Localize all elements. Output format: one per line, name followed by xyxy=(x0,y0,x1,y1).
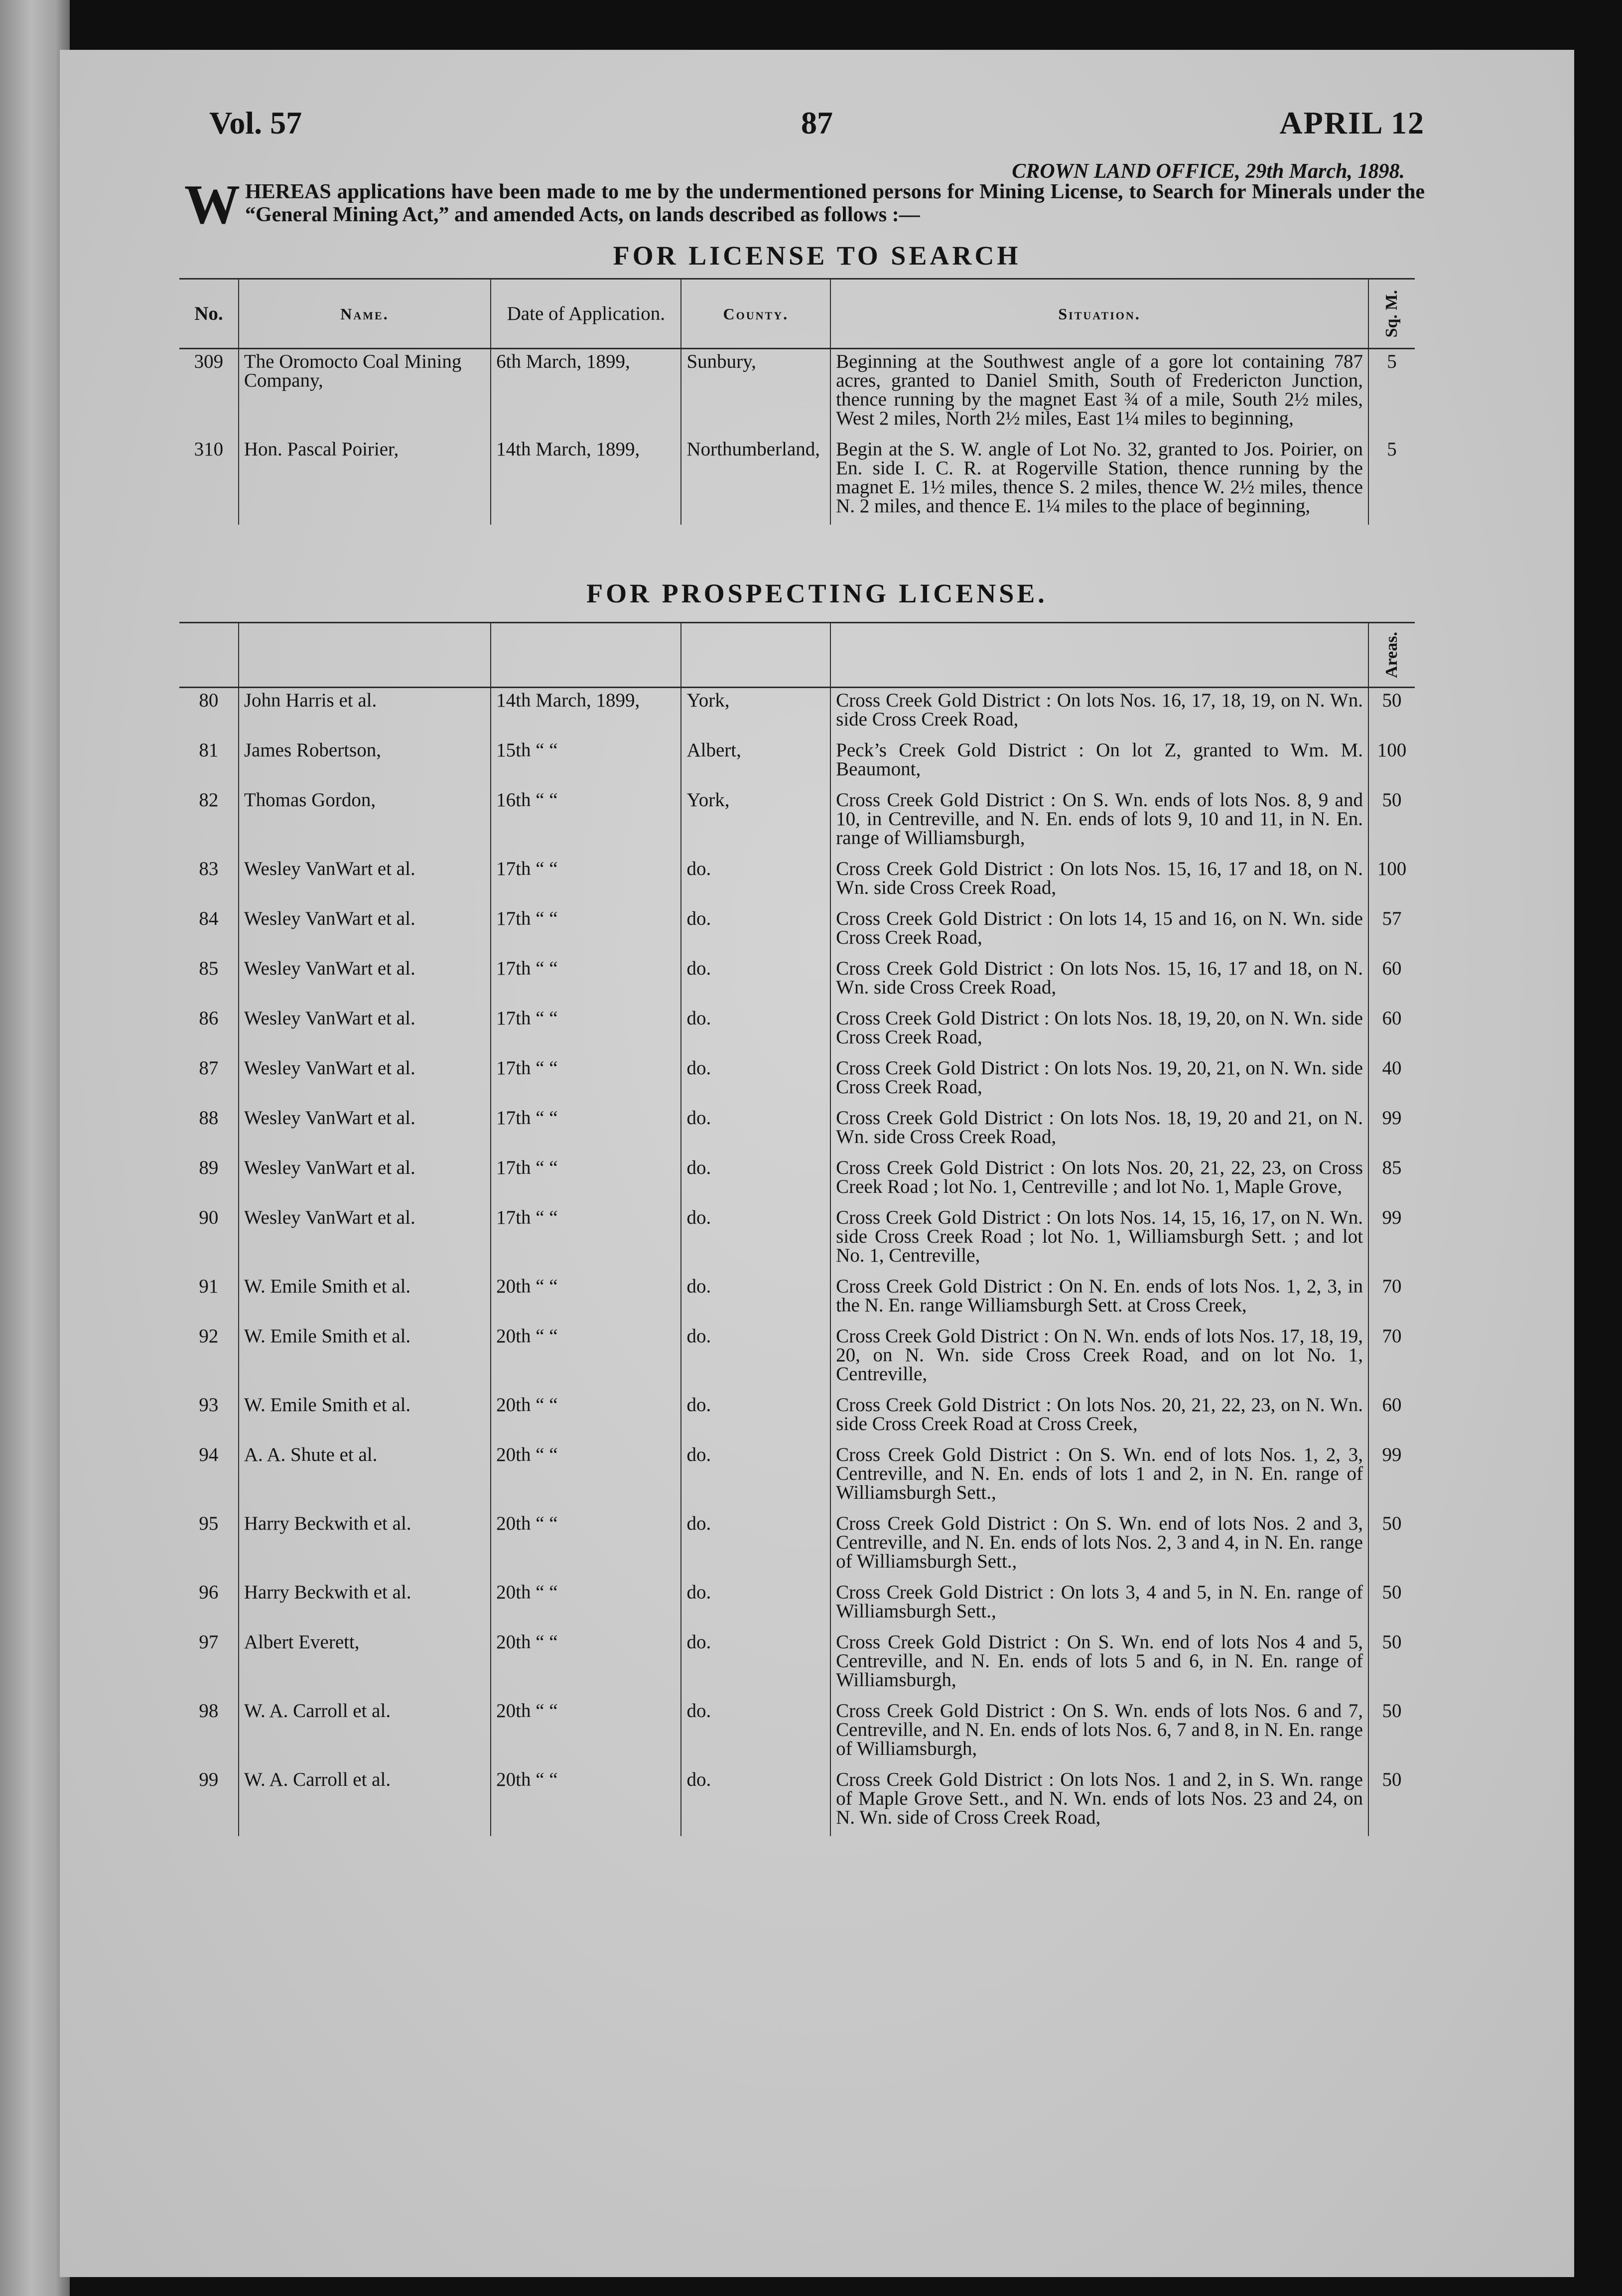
header-areas: Areas. xyxy=(1368,623,1415,688)
entry-number: 84 xyxy=(199,908,219,929)
book-spine xyxy=(0,0,70,2296)
county-name: do. xyxy=(681,1580,830,1630)
entry-number: 99 xyxy=(199,1769,219,1790)
area-value: 99 xyxy=(1368,1106,1415,1155)
header-date-blank xyxy=(491,623,681,688)
area-value: 50 xyxy=(1368,688,1415,738)
applicant-name: Wesley VanWart et al. xyxy=(239,906,491,956)
applicant-name: Wesley VanWart et al. xyxy=(239,857,491,906)
county-name: do. xyxy=(681,1630,830,1699)
table-row xyxy=(179,906,1415,956)
office-dateline: CROWN LAND OFFICE, 29th March, 1898. xyxy=(1012,160,1405,183)
table-row xyxy=(179,1205,1415,1274)
situation-text: Cross Creek Gold District : On lots Nos. 19, 20, 21, on N. Wn. side Cross Creek Road, xyxy=(830,1056,1368,1106)
situation-text: Cross Creek Gold District : On lots 3, 4 and 5, in N. En. range of Williamsburgh Sett., xyxy=(830,1580,1368,1630)
header-situation-blank xyxy=(830,623,1368,688)
entry-number: 86 xyxy=(199,1007,219,1029)
table-row xyxy=(179,857,1415,906)
entry-number: 81 xyxy=(199,739,219,761)
applicant-name: W. A. Carroll et al. xyxy=(239,1699,491,1767)
table-row xyxy=(179,1056,1415,1106)
situation-text: Cross Creek Gold District : On lots Nos. 15, 16, 17 and 18, on N. Wn. side Cross Creek Road, xyxy=(830,956,1368,1006)
entry-number: 80 xyxy=(199,690,219,711)
table-row xyxy=(179,788,1415,857)
notice-intro-text: HEREAS applications have been made to me by the undermentioned persons for Mining License, to Search for Minerals under the “General Mining Act,” and amended Acts, on lands described as follows :— xyxy=(245,180,1425,226)
entry-number: 83 xyxy=(199,858,219,879)
applicant-name: Wesley VanWart et al. xyxy=(239,1106,491,1155)
entry-number: 310 xyxy=(194,438,224,460)
running-head xyxy=(209,105,1425,164)
table-row xyxy=(179,1580,1415,1630)
county-name: do. xyxy=(681,1274,830,1324)
applicant-name: John Harris et al. xyxy=(239,688,491,738)
situation-text: Cross Creek Gold District : On lots Nos. 14, 15, 16, 17, on N. Wn. side Cross Creek Road ; lot No. 1, Williamsburgh Sett. ; and lot No. 1, Centreville, xyxy=(830,1205,1368,1274)
county-name: York, xyxy=(681,688,830,738)
situation-text: Cross Creek Gold District : On lots Nos. 1 and 2, in S. Wn. range of Maple Grove Sett., and N. Wn. ends of lots Nos. 23 and 24, on N. Wn. side of Cross Creek Road, xyxy=(830,1767,1368,1836)
applicant-name: W. A. Carroll et al. xyxy=(239,1767,491,1836)
entry-number: 98 xyxy=(199,1700,219,1722)
county-name: York, xyxy=(681,788,830,857)
table-row xyxy=(179,1699,1415,1767)
search-section-title: FOR LICENSE TO SEARCH xyxy=(613,241,1021,271)
applicant-name: W. Emile Smith et al. xyxy=(239,1324,491,1393)
area-value: 50 xyxy=(1368,1699,1415,1767)
area-value: 70 xyxy=(1368,1274,1415,1324)
applicant-name: Wesley VanWart et al. xyxy=(239,1155,491,1205)
entry-number: 95 xyxy=(199,1513,219,1534)
entry-number: 87 xyxy=(199,1057,219,1079)
applicant-name: Wesley VanWart et al. xyxy=(239,1205,491,1274)
area-value: 50 xyxy=(1368,1767,1415,1836)
applicant-name: A. A. Shute et al. xyxy=(239,1442,491,1511)
application-date: 14th March, 1899, xyxy=(491,688,681,738)
header-sq-m: Sq. M. xyxy=(1368,279,1415,349)
area-value: 100 xyxy=(1368,738,1415,788)
table-row xyxy=(179,1106,1415,1155)
entry-number: 309 xyxy=(194,351,224,372)
notice-intro xyxy=(184,174,1425,236)
application-date: 15th “ “ xyxy=(491,738,681,788)
area-value: 50 xyxy=(1368,1580,1415,1630)
table-row xyxy=(179,1511,1415,1580)
table-row xyxy=(179,349,1415,437)
applicant-name: Harry Beckwith et al. xyxy=(239,1511,491,1580)
issue-date: APRIL 12 xyxy=(1279,105,1425,141)
situation-text: Cross Creek Gold District : On S. Wn. end of lots Nos. 1, 2, 3, Centreville, and N. En. ends of lots 1 and 2, in N. En. range of Williamsburgh Sett., xyxy=(830,1442,1368,1511)
application-date: 17th “ “ xyxy=(491,1205,681,1274)
applicant-name: W. Emile Smith et al. xyxy=(239,1274,491,1324)
entry-number: 85 xyxy=(199,958,219,979)
entry-number: 97 xyxy=(199,1631,219,1653)
applicant-name: W. Emile Smith et al. xyxy=(239,1393,491,1442)
situation-text: Cross Creek Gold District : On N. En. ends of lots Nos. 1, 2, 3, in the N. En. range Williamsburgh Sett. at Cross Creek, xyxy=(830,1274,1368,1324)
application-date: 20th “ “ xyxy=(491,1630,681,1699)
area-value: 57 xyxy=(1368,906,1415,956)
table-row xyxy=(179,738,1415,788)
county-name: do. xyxy=(681,956,830,1006)
header-situation: Situation. xyxy=(830,279,1368,349)
entry-number: 89 xyxy=(199,1157,219,1178)
area-value: 40 xyxy=(1368,1056,1415,1106)
application-date: 20th “ “ xyxy=(491,1699,681,1767)
table-row xyxy=(179,1274,1415,1324)
situation-text: Cross Creek Gold District : On lots Nos. 20, 21, 22, 23, on N. Wn. side Cross Creek Road at Cross Creek, xyxy=(830,1393,1368,1442)
table-row xyxy=(179,956,1415,1006)
county-name: do. xyxy=(681,1056,830,1106)
application-date: 17th “ “ xyxy=(491,1106,681,1155)
county-name: do. xyxy=(681,857,830,906)
application-date: 20th “ “ xyxy=(491,1442,681,1511)
entry-number: 93 xyxy=(199,1394,219,1416)
county-name: do. xyxy=(681,1699,830,1767)
table-row xyxy=(179,1393,1415,1442)
drop-cap: W xyxy=(184,174,240,236)
application-date: 17th “ “ xyxy=(491,1006,681,1056)
applicant-name: Thomas Gordon, xyxy=(239,788,491,857)
header-county: County. xyxy=(681,279,830,349)
entry-number: 90 xyxy=(199,1207,219,1228)
application-date: 20th “ “ xyxy=(491,1767,681,1836)
prospecting-license-table xyxy=(179,622,1415,1836)
application-date: 17th “ “ xyxy=(491,857,681,906)
application-date: 20th “ “ xyxy=(491,1511,681,1580)
table-row xyxy=(179,437,1415,525)
situation-text: Cross Creek Gold District : On S. Wn. ends of lots Nos. 6 and 7, Centreville, and N. En. ends of lots Nos. 6, 7 and 8, in N. En. range of Williamsburgh, xyxy=(830,1699,1368,1767)
table-row xyxy=(179,1442,1415,1511)
entry-number: 94 xyxy=(199,1444,219,1465)
county-name: do. xyxy=(681,1767,830,1836)
application-date: 17th “ “ xyxy=(491,906,681,956)
table-row xyxy=(179,1324,1415,1393)
situation-text: Cross Creek Gold District : On S. Wn. end of lots Nos. 2 and 3, Centreville, and N. En. ends of lots Nos. 2, 3 and 4, in N. En. range of Williamsburgh Sett., xyxy=(830,1511,1368,1580)
situation-text: Cross Creek Gold District : On lots Nos. 18, 19, 20, on N. Wn. side Cross Creek Road, xyxy=(830,1006,1368,1056)
area-value: 60 xyxy=(1368,1393,1415,1442)
table-row xyxy=(179,688,1415,738)
prospect-section-title: FOR PROSPECTING LICENSE. xyxy=(586,578,1048,608)
area-value: 50 xyxy=(1368,788,1415,857)
applicant-name: Hon. Pascal Poirier, xyxy=(239,437,491,525)
applicant-name: Albert Everett, xyxy=(239,1630,491,1699)
situation-text: Cross Creek Gold District : On S. Wn. end of lots Nos 4 and 5, Centreville, and N. En. ends of lots 5 and 6, in N. En. range of Williamsburgh, xyxy=(830,1630,1368,1699)
entry-number: 91 xyxy=(199,1276,219,1297)
county-name: do. xyxy=(681,1324,830,1393)
area-value: 60 xyxy=(1368,956,1415,1006)
application-date: 6th March, 1899, xyxy=(491,349,681,437)
applicant-name: Wesley VanWart et al. xyxy=(239,1006,491,1056)
county-name: do. xyxy=(681,1393,830,1442)
applicant-name: Wesley VanWart et al. xyxy=(239,956,491,1006)
county-name: do. xyxy=(681,906,830,956)
table-row xyxy=(179,1630,1415,1699)
area-value: 5 xyxy=(1368,437,1415,525)
situation-text: Beginning at the Southwest angle of a gore lot containing 787 acres, granted to Daniel Smith, South of Fredericton Junction, thence running by the magnet East ¾ of a mile, South 2½ miles, West 2 miles, North 2½ miles, East 1¼ miles to beginning, xyxy=(830,349,1368,437)
situation-text: Cross Creek Gold District : On S. Wn. ends of lots Nos. 8, 9 and 10, in Centreville, and N. En. ends of lots 9, 10 and 11, in N. En. range of Williamsburgh, xyxy=(830,788,1368,857)
table-row xyxy=(179,1767,1415,1836)
area-value: 70 xyxy=(1368,1324,1415,1393)
application-date: 20th “ “ xyxy=(491,1393,681,1442)
applicant-name: Wesley VanWart et al. xyxy=(239,1056,491,1106)
situation-text: Cross Creek Gold District : On lots Nos. 15, 16, 17 and 18, on N. Wn. side Cross Creek Road, xyxy=(830,857,1368,906)
area-value: 50 xyxy=(1368,1630,1415,1699)
county-name: do. xyxy=(681,1442,830,1511)
entry-number: 92 xyxy=(199,1325,219,1347)
header-date: Date of Application. xyxy=(491,279,681,349)
application-date: 17th “ “ xyxy=(491,1056,681,1106)
table-row xyxy=(179,1006,1415,1056)
application-date: 17th “ “ xyxy=(491,1155,681,1205)
header-no-blank xyxy=(179,623,239,688)
situation-text: Cross Creek Gold District : On N. Wn. ends of lots Nos. 17, 18, 19, 20, on N. Wn. side Cross Creek Road, and on lot No. 1, Centreville, xyxy=(830,1324,1368,1393)
entry-number: 88 xyxy=(199,1107,219,1129)
area-value: 99 xyxy=(1368,1205,1415,1274)
application-date: 20th “ “ xyxy=(491,1274,681,1324)
county-name: Albert, xyxy=(681,738,830,788)
gazette-page xyxy=(60,50,1574,2277)
applicant-name: James Robertson, xyxy=(239,738,491,788)
entry-number: 96 xyxy=(199,1581,219,1603)
applicant-name: The Oromocto Coal Mining Company, xyxy=(239,349,491,437)
page-number: 87 xyxy=(801,105,833,141)
situation-text: Begin at the S. W. angle of Lot No. 32, granted to Jos. Poirier, on En. side I. C. R. at Rogerville Station, thence running by the magnet E. 1½ miles, thence S. 2 miles, thence W. 2½ miles, thence N. 2 miles, and thence E. 1¼ miles to the place of beginning, xyxy=(830,437,1368,525)
application-date: 20th “ “ xyxy=(491,1324,681,1393)
header-county-blank xyxy=(681,623,830,688)
area-value: 5 xyxy=(1368,349,1415,437)
county-name: do. xyxy=(681,1511,830,1580)
application-date: 17th “ “ xyxy=(491,956,681,1006)
table-row xyxy=(179,1155,1415,1205)
situation-text: Cross Creek Gold District : On lots 14, 15 and 16, on N. Wn. side Cross Creek Road, xyxy=(830,906,1368,956)
county-name: do. xyxy=(681,1205,830,1274)
search-license-table xyxy=(179,278,1415,525)
county-name: do. xyxy=(681,1106,830,1155)
application-date: 14th March, 1899, xyxy=(491,437,681,525)
area-value: 100 xyxy=(1368,857,1415,906)
applicant-name: Harry Beckwith et al. xyxy=(239,1580,491,1630)
county-name: Sunbury, xyxy=(681,349,830,437)
header-name: Name. xyxy=(239,279,491,349)
application-date: 16th “ “ xyxy=(491,788,681,857)
situation-text: Cross Creek Gold District : On lots Nos. 20, 21, 22, 23, on Cross Creek Road ; lot No. 1, Centreville ; and lot No. 1, Maple Grove, xyxy=(830,1155,1368,1205)
situation-text: Cross Creek Gold District : On lots Nos. 16, 17, 18, 19, on N. Wn. side Cross Creek Road, xyxy=(830,688,1368,738)
header-name-blank xyxy=(239,623,491,688)
area-value: 99 xyxy=(1368,1442,1415,1511)
situation-text: Peck’s Creek Gold District : On lot Z, granted to Wm. M. Beaumont, xyxy=(830,738,1368,788)
header-no: No. xyxy=(179,279,239,349)
area-value: 60 xyxy=(1368,1006,1415,1056)
application-date: 20th “ “ xyxy=(491,1580,681,1630)
situation-text: Cross Creek Gold District : On lots Nos. 18, 19, 20 and 21, on N. Wn. side Cross Creek Road, xyxy=(830,1106,1368,1155)
entry-number: 82 xyxy=(199,789,219,811)
county-name: do. xyxy=(681,1155,830,1205)
area-value: 85 xyxy=(1368,1155,1415,1205)
county-name: Northumberland, xyxy=(681,437,830,525)
county-name: do. xyxy=(681,1006,830,1056)
area-value: 50 xyxy=(1368,1511,1415,1580)
volume-label: Vol. 57 xyxy=(209,105,302,141)
